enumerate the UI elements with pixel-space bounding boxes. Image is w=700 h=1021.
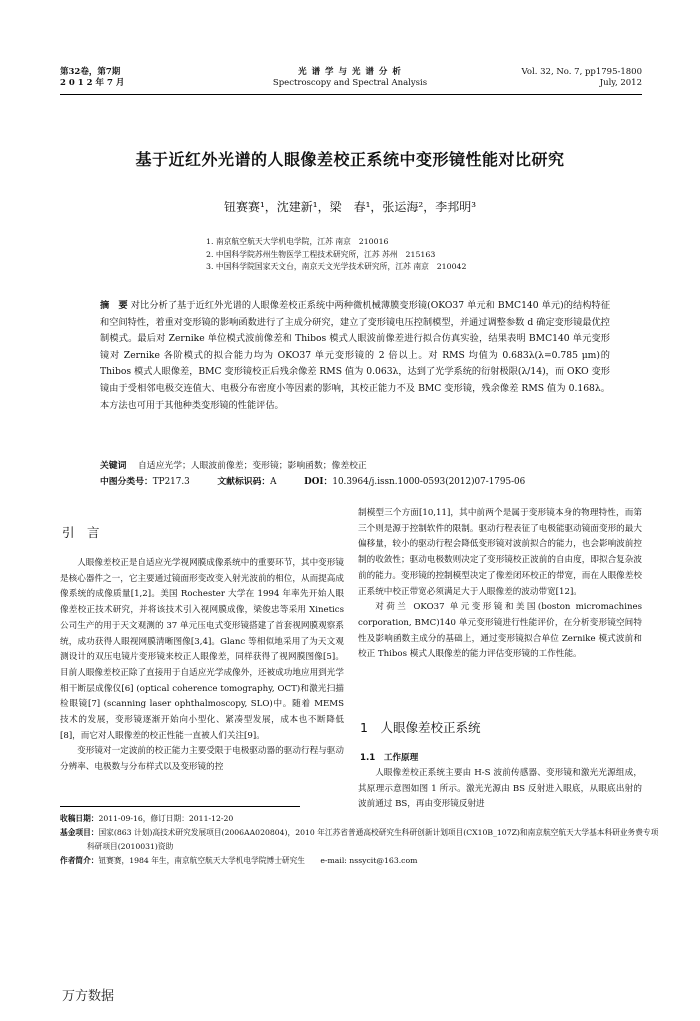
doc-code-value: A — [270, 477, 277, 487]
intro-paragraph-2: 变形镜对一定波前的校正能力主要受限于电极驱动器的驱动行程与驱动分辨率、电极数与分布样式以及变形镜的控 — [60, 746, 344, 773]
journal-name — [200, 67, 500, 89]
journal-name-en: Spectroscopy and Spectral Analysis — [272, 78, 428, 88]
watermark-text: 万方数据 — [62, 989, 115, 1004]
received-value: 2011-09-16，修订日期：2011-12-20 — [98, 814, 234, 823]
author-bio-label: 作者简介： — [60, 856, 99, 865]
author-bio-value: 钮赛赛，1984 年生，南京航空航天大学机电学院博士研究生 e-mail: nssycit@163.com — [98, 856, 418, 865]
section-1-1-body — [358, 766, 642, 813]
abstract — [100, 298, 610, 414]
fund-info — [60, 826, 660, 854]
intro-paragraph-4: 对荷兰 OKO37 单元变形镜和美国(boston micromachines corporation, BMC)140 单元变形镜进行性能评价，在分析变形镜空间特性及影响函数主成分的基础上，通过变形镜拟合单位 Zernike 模式波前和校正 Thibos 模式人眼像差的能力评估变形镜的工作性能。 — [358, 602, 642, 660]
section-1-heading: 1 人眼像差校正系统 — [360, 720, 481, 735]
left-column — [60, 556, 344, 776]
classification-line — [100, 476, 610, 489]
received-label: 收稿日期： — [60, 814, 99, 823]
issue-date: 2 0 1 2 年 7 月 — [60, 78, 125, 88]
footnotes — [60, 812, 660, 868]
volume-issue: 第32卷，第7期 — [60, 67, 121, 77]
footnote-rule — [60, 806, 300, 807]
keywords — [100, 460, 610, 473]
journal-issue — [60, 67, 124, 89]
journal-pages — [522, 67, 642, 89]
doc-code-label: 文献标识码： — [217, 477, 271, 487]
section-1-1-heading: 1.1 工作原理 — [360, 753, 419, 763]
affiliation-3: 3. 中国科学院国家天文台，南京天文光学技术研究所，江苏 南京 210042 — [206, 262, 467, 271]
clc-label: 中图分类号： — [100, 477, 153, 487]
pub-date: July, 2012 — [599, 78, 642, 88]
paper-title: 基于近红外光谱的人眼像差校正系统中变形镜性能对比研究 — [135, 150, 565, 169]
fund-label: 基金项目： — [60, 828, 99, 837]
affiliation-1: 1. 南京航空航天大学机电学院，江苏 南京 210016 — [206, 237, 389, 246]
intro-paragraph-3: 制模型三个方面[10,11]，其中前两个是属于变形镜本身的物理特性，而第三个则是源于控制软件的限制。驱动行程表征了电极能驱动镜面变形的最大偏移量，较小的驱动行程会降低变形镜对波前拟合的能力，也会影响波前控制的收敛性；驱动电极数则决定了变形镜校正波前的自由度，即拟合复杂波前的能力。变形镜的控制模型决定了像差闭环校正的带宽，而在人眼像差校正系统中校正带宽必须满足大于人眼像差的波动带宽[12]。 — [358, 508, 642, 597]
fund-value: 国家(863 计划)高技术研究发展项目(2006AA020804)，2010 年江苏省普通高校研究生科研创新计划项目(CX10B_107Z)和南京航空航天大学基本科研业务费专项科研项目(2010031)资助 — [86, 828, 659, 851]
author-bio — [60, 854, 660, 868]
intro-paragraph-1: 人眼像差校正是自适应光学视网膜成像系统中的重要环节，其中变形镜是核心器件之一，它主要通过镜面形变改变入射光波前的相位，从而提高成像系统的成像质量[1,2]。美国 Rochester 大学在 1994 年率先开始人眼像差校正技术研究，并将该技术引入视网膜成像，梁俊忠等采用 Xinetics 公司生产的用于天文观测的 37 单元压电式变形镜搭建了首套视网膜观察系统，成功获得人眼视网膜清晰图像[3,4]。Glanc 等相似地采用了为天文观测设计的双压电镜片变形镜来校正人眼像差，同样获得了视网膜图像[5]。目前人眼像差校正除了直接用于自适应光学成像外，还被成功地应用到光学相干断层成像仪[6] (optical coherence tomography, OCT)和激光扫描检眼镜[7] (scanning laser ophthalmoscopy, SLO)中。随着 MEMS 技术的发展，变形镜逐渐开始向小型化、紧凑型发展，成本也不断降低[8]，而它对人眼像差的校正性能一直被人们关注[9]。 — [60, 558, 344, 741]
volume-pages: Vol. 32, No. 7, pp1795-1800 — [521, 67, 642, 77]
clc-value: TP217.3 — [152, 477, 190, 487]
abstract-label: 摘 要 — [100, 300, 128, 311]
affiliations — [206, 236, 466, 274]
right-column — [358, 506, 642, 663]
abstract-text: 对比分析了基于近红外光谱的人眼像差校正系统中两种微机械薄膜变形镜(OKO37 单元和 BMC140 单元)的结构特征和空间特性，着重对变形镜的影响函数进行了主成分研究，建立了变形镜电压控制模型，并通过调整参数 d 确定变形镜最优控制模式。最后对 Zernike 单位模式波前像差和 Thibos 模式人眼波前像差进行拟合仿真实验，结果表明 BMC140 单元变形镜对 Zernike 各阶模式的拟合能力均为 OKO37 单元变形镜的 2 倍以上。对 RMS 均值为 0.683λ(λ=0.785 μm)的 Thibos 模式人眼像差，BMC 变形镜校正后残余像差 RMS 值为 0.063λ，达到了光学系统的衍射极限(λ/14)，而 OKO 变形镜由于受相邻电极交连值大、电极分布密度小等因素的影响，其校正能力不及 BMC 变形镜，残余像差 RMS 值为 0.168λ。本方法也可用于其他种类变形镜的性能评估。 — [100, 300, 611, 411]
received-date — [60, 812, 660, 826]
doi-value: 10.3964/j.issn.1000-0593(2012)07-1795-06 — [332, 477, 526, 487]
header-rule — [60, 94, 642, 95]
keywords-text: 自适应光学；人眼波前像差；变形镜；影响函数；像差校正 — [138, 461, 367, 471]
author-list: 钮赛赛¹，沈建新¹，梁 春¹，张运海²，李邦明³ — [223, 200, 477, 214]
journal-name-cn: 光 谱 学 与 光 谱 分 析 — [298, 67, 402, 77]
keywords-label: 关键词 — [100, 461, 127, 471]
doi-label: DOI： — [304, 477, 333, 487]
intro-heading: 引 言 — [62, 525, 100, 540]
affiliation-2: 2. 中国科学院苏州生物医学工程技术研究所，江苏 苏州 215163 — [206, 249, 436, 259]
section-1-1-paragraph: 人眼像差校正系统主要由 H-S 波前传感器、变形镜和激光光源组成，其原理示意图如图 1 所示。激光光源由 BS 反射进入眼底，从眼底出射的波前通过 BS，再由变形镜反射进 — [358, 768, 642, 810]
